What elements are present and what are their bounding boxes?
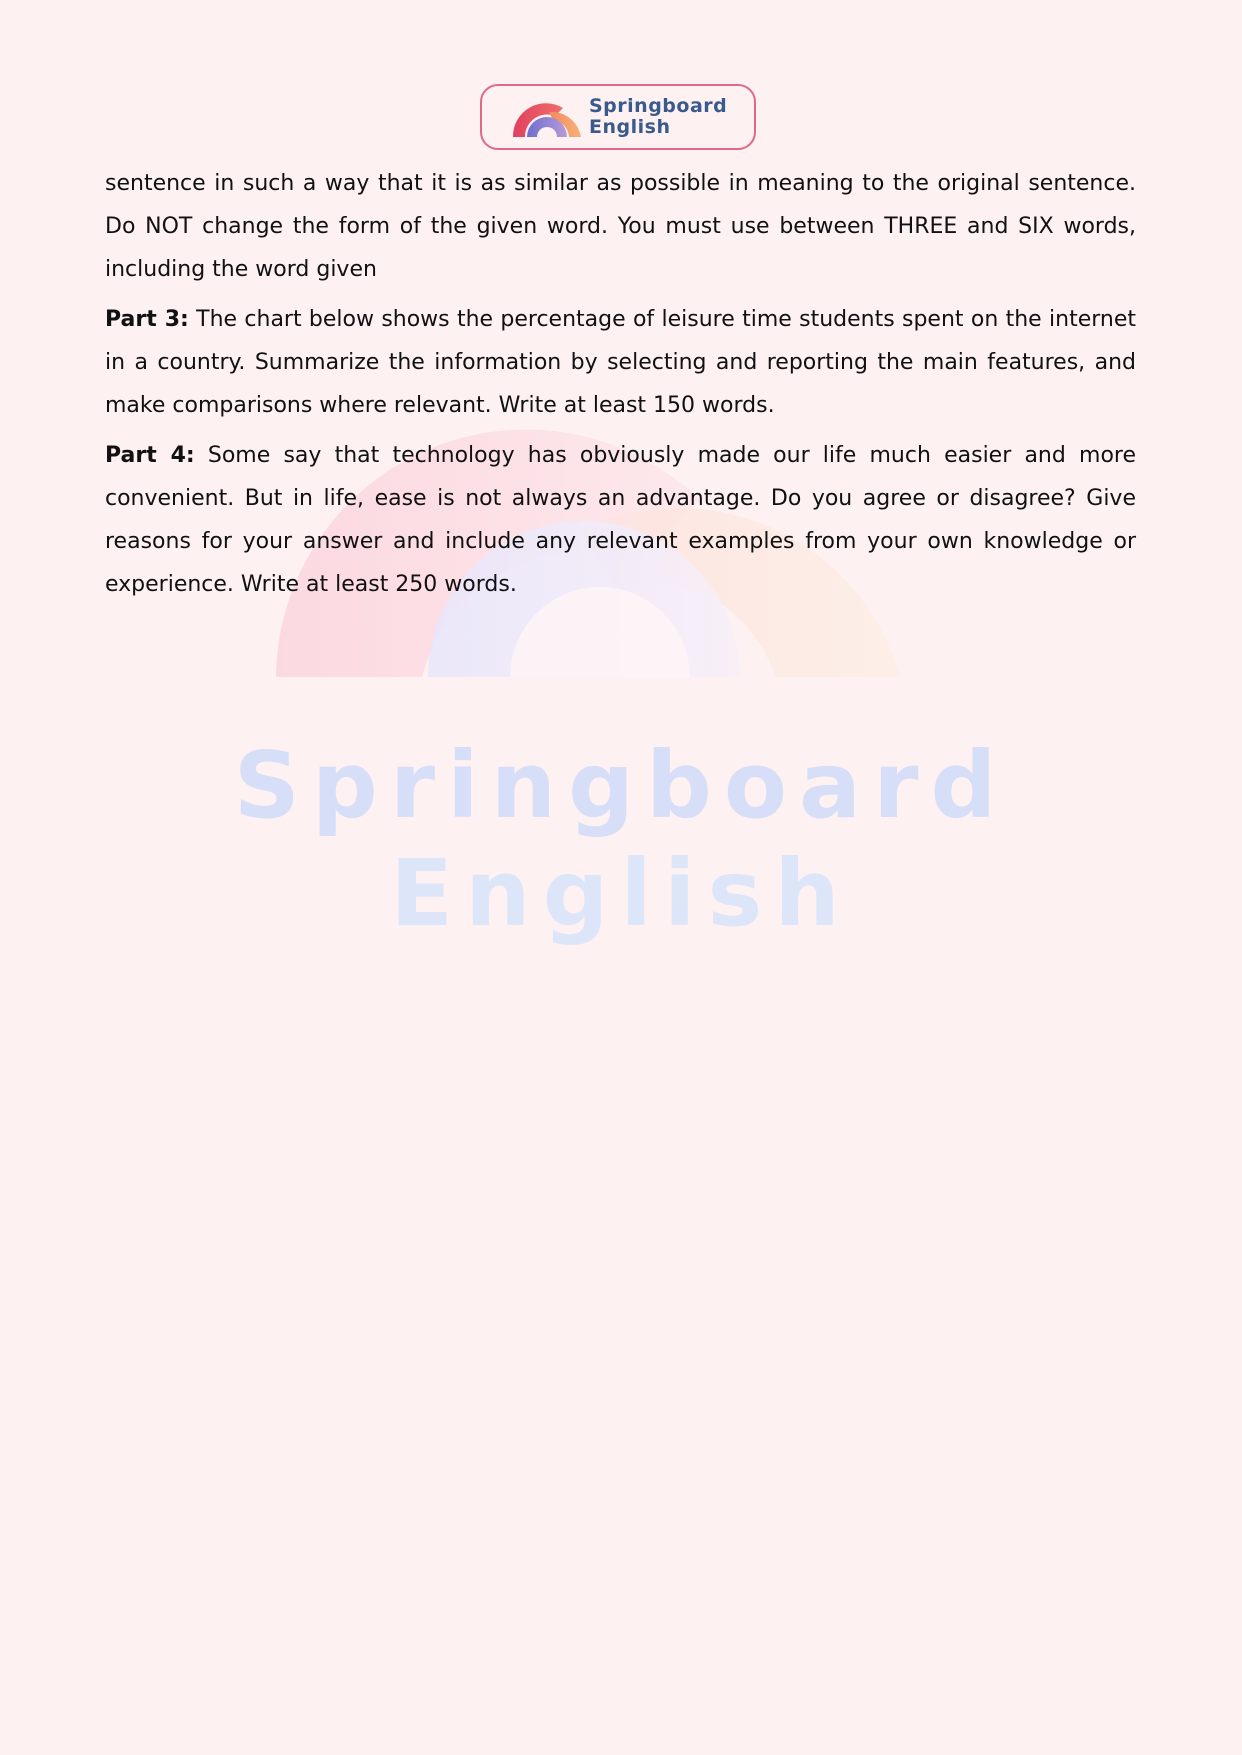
part3-text: The chart below shows the percentage of leisure time students spent on the internet in a country. Summarize the information by selecting and reporting the main features, and make comparisons where relevant. Write at least 150 words.	[105, 307, 1136, 418]
watermark-text-line2: English	[390, 840, 852, 947]
intro-text: sentence in such a way that it is as similar as possible in meaning to the original sentence. Do NOT change the form of the given word. You must use between THREE and SIX words, including the word given	[105, 171, 1136, 282]
part4-text: Some say that technology has obviously made our life much easier and more convenient. But in life, ease is not always an advantage. Do you agree or disagree? Give reasons for your answer and include any relevant examples from your own knowledge or experience. Write at least 250 words.	[105, 443, 1136, 597]
intro-paragraph	[105, 162, 1136, 291]
springboard-logo-badge	[480, 84, 756, 150]
springboard-logo-icon	[511, 96, 583, 138]
logo-text-line2: English	[589, 116, 671, 138]
watermark-text-line1: Springboard	[233, 732, 1009, 839]
document-body	[105, 162, 1136, 613]
part4-paragraph	[105, 434, 1136, 606]
part3-label: Part 3:	[105, 307, 189, 332]
part4-label: Part 4:	[105, 443, 195, 468]
logo-text-line1: Springboard	[589, 95, 728, 117]
logo-wordmark	[589, 96, 727, 138]
part3-paragraph	[105, 298, 1136, 427]
